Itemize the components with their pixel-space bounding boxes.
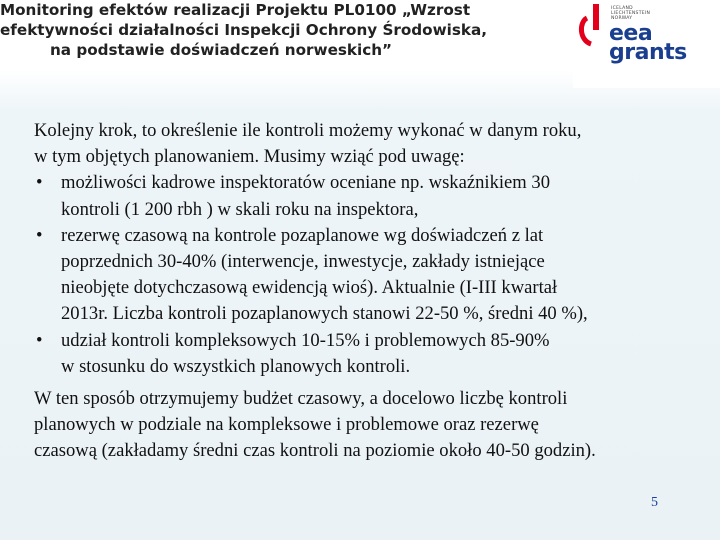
- bullet-line: kontroli (1 200 rbh ) w skali roku na inspektora,: [61, 198, 419, 220]
- bullet-continuation: [34, 275, 704, 301]
- logo-country: ICELAND: [611, 6, 633, 11]
- intro-line: Kolejny krok, to określenie ile kontroli możemy wykonać w danym roku,: [34, 120, 582, 141]
- bullet-icon: •: [36, 224, 43, 246]
- eea-grants-logo: [573, 0, 720, 88]
- bullet-icon: •: [36, 172, 43, 194]
- bullet-line: poprzednich 30-40% (interwencje, inwestycje, zakłady istniejące: [61, 251, 545, 273]
- slide-body: [34, 118, 704, 465]
- header-title-line: Monitoring efektów realizacji Projektu PL0100 „Wzrost: [0, 1, 471, 19]
- bullet-continuation: [34, 354, 704, 380]
- bullet-line: rezerwę czasową na kontrole pozaplanowe wg doświadczeń z lat: [61, 224, 544, 246]
- bullet-line: udział kontroli kompleksowych 10-15% i problemowych 85-90%: [61, 329, 550, 351]
- bullet-line: w stosunku do wszystkich planowych kontroli.: [61, 355, 411, 377]
- slide-header: [0, 0, 488, 66]
- closing-line: W ten sposób otrzymujemy budżet czasowy, a docelowo liczbę kontroli: [34, 388, 568, 410]
- bullet-line: możliwości kadrowe inspektoratów oceniane np. wskaźnikiem 30: [61, 172, 550, 194]
- logo-country: NORWAY: [611, 16, 633, 21]
- bullet-item: [34, 223, 704, 249]
- bullet-item: [34, 328, 704, 354]
- bullet-list: [34, 170, 704, 380]
- bullet-icon: •: [36, 329, 43, 351]
- bullet-continuation: [34, 249, 704, 275]
- header-title-line: efektywności działalności Inspekcji Ochrony Środowiska,: [0, 21, 488, 39]
- closing-line: planowych w podziale na kompleksowe i problemowe oraz rezerwę: [34, 414, 539, 436]
- bullet-continuation: [34, 197, 704, 223]
- logo-country-list: [611, 6, 650, 21]
- bullet-line: 2013r. Liczba kontroli pozaplanowych stanowi 22-50 %, średni 40 %),: [61, 303, 588, 325]
- page-number: 5: [651, 495, 658, 510]
- bullet-item: [34, 170, 704, 196]
- header-title-line: na podstawie doświadczeń norweskich”: [49, 41, 393, 59]
- logo-country: LIECHTENSTEIN: [611, 11, 651, 16]
- closing-line: czasową (zakładamy średni czas kontroli na poziomie około 40-50 godzin).: [34, 440, 596, 462]
- intro-line: w tym objętych planowaniem. Musimy wziąć pod uwagę:: [34, 146, 465, 168]
- logo-wordmark-line: grants: [609, 40, 687, 65]
- bullet-continuation: [34, 301, 704, 327]
- bullet-line: nieobjęte dotychczasową ewidencją wioś). Aktualnie (I-III kwartał: [61, 277, 558, 299]
- logo-wordmark: [609, 21, 687, 65]
- logo-wordmark-line: eea: [609, 21, 653, 46]
